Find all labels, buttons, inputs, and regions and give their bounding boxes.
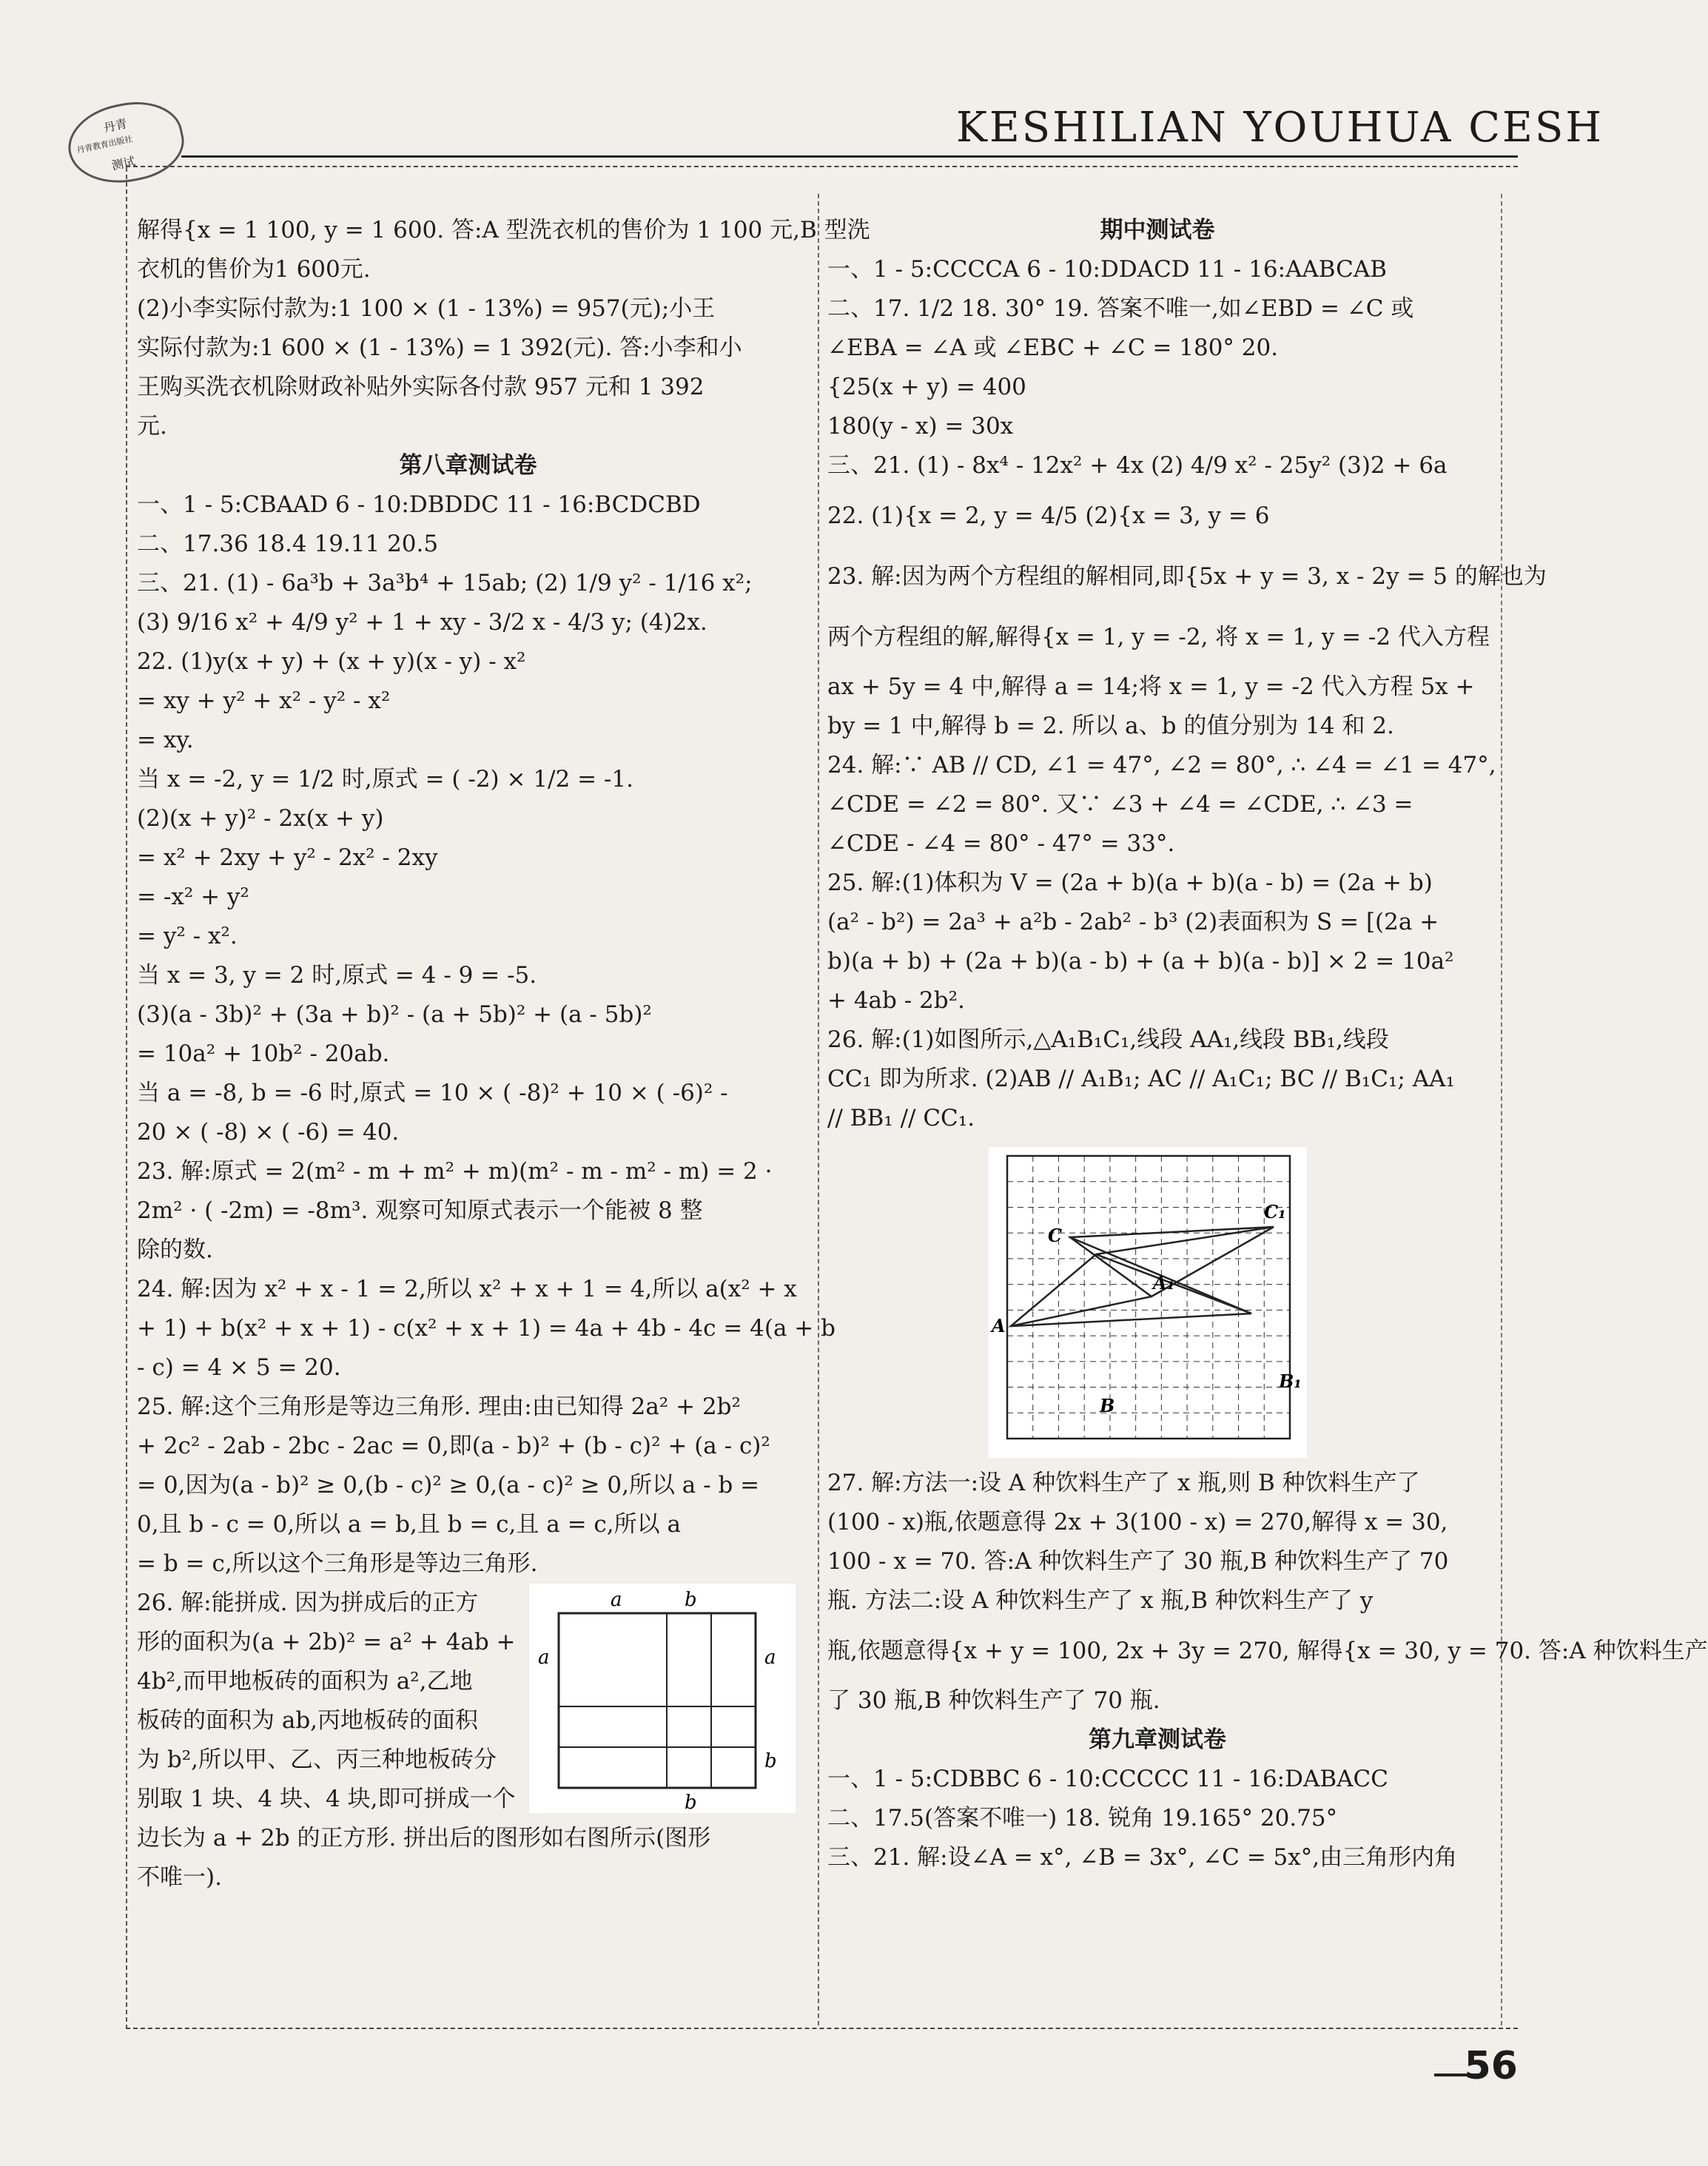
question-26-block	[137, 1584, 799, 1897]
text-line: ∠EBA = ∠A 或 ∠EBC + ∠C = 180° 20.	[827, 334, 1279, 361]
page-header-title: KESHILIAN YOUHUA CESH	[956, 104, 1604, 152]
text-line: 除的数.	[137, 1237, 213, 1263]
tile-square-figure	[529, 1584, 796, 1813]
text-line: 二、17.36 18.4 19.11 20.5	[137, 531, 439, 557]
text-line: by = 1 中,解得 b = 2. 所以 a、b 的值分别为 14 和 2.	[827, 713, 1394, 739]
text-line: 实际付款为:1 600 × (1 - 13%) = 1 392(元). 答:小李和小	[137, 334, 742, 361]
text-line: + 4ab - 2b².	[827, 987, 965, 1014]
text-line: {25(x + y) = 400	[827, 374, 1026, 400]
text-line: = xy.	[137, 727, 194, 753]
text-line: 两个方程组的解,解得{x = 1, y = -2, 将 x = 1, y = -2 代入方程	[827, 624, 1490, 650]
text-line: 二、17. 1/2 18. 30° 19. 答案不唯一,如∠EBD = ∠C 或	[827, 295, 1414, 322]
text-line: 22. (1)y(x + y) + (x + y)(x - y) - x²	[137, 648, 526, 675]
text-line: = 0,因为(a - b)² ≥ 0,(b - c)² ≥ 0,(a - c)² ≥ 0,所以 a - b =	[137, 1472, 760, 1499]
left-frame-border	[126, 167, 127, 2029]
text-line: 板砖的面积为 ab,丙地板砖的面积	[137, 1707, 479, 1734]
text-line: 元.	[137, 413, 167, 440]
text-line: 当 a = -8, b = -6 时,原式 = 10 × ( -8)² + 10 × ( -6)² -	[137, 1080, 728, 1106]
text-line: 一、1 - 5:CDBBC 6 - 10:CCCCC 11 - 16:DABACC	[827, 1766, 1388, 1792]
text-line: 23. 解:原式 = 2(m² - m + m² + m)(m² - m - m² - m) = 2 ·	[137, 1158, 773, 1185]
text-line: 24. 解:∵ AB // CD, ∠1 = 47°, ∠2 = 80°, ∴ ∠4 = ∠1 = 47°,	[827, 752, 1496, 778]
text-line: 衣机的售价为1 600元.	[137, 256, 371, 283]
text-line: (3) 9/16 x² + 4/9 y² + 1 + xy - 3/2 x - 4/3 y; (4)2x.	[137, 609, 707, 636]
grid-translation-figure	[989, 1147, 1307, 1458]
text-line: 二、17.5(答案不唯一) 18. 锐角 19.165° 20.75°	[827, 1805, 1338, 1832]
text-line: 瓶. 方法二:设 A 种饮料生产了 x 瓶,B 种饮料生产了 y	[827, 1587, 1374, 1614]
label-b-right: b	[764, 1750, 777, 1772]
column-divider	[818, 194, 819, 2025]
label-B1: B₁	[1279, 1370, 1302, 1392]
text-line: 为 b²,所以甲、乙、丙三种地板砖分	[137, 1746, 497, 1773]
text-line: 4b²,而甲地板砖的面积为 a²,乙地	[137, 1668, 473, 1695]
text-line: 24. 解:因为 x² + x - 1 = 2,所以 x² + x + 1 = 4,所以 a(x² + x	[137, 1276, 797, 1302]
text-line: = x² + 2xy + y² - 2x² - 2xy	[137, 844, 438, 871]
text-line: ∠CDE - ∠4 = 80° - 47° = 33°.	[827, 830, 1175, 857]
label-a-right: a	[764, 1647, 776, 1669]
text-line: 26. 解:(1)如图所示,△A₁B₁C₁,线段 AA₁,线段 BB₁,线段	[827, 1026, 1389, 1053]
text-line: (a² - b²) = 2a³ + a²b - 2ab² - b³ (2)表面积为 S = [(2a +	[827, 909, 1439, 935]
text-line: = 10a² + 10b² - 20ab.	[137, 1040, 390, 1067]
text-line: 23. 解:因为两个方程组的解相同,即{5x + y = 3, x - 2y = 5 的解也为	[827, 563, 1547, 590]
label-A1: A₁	[1153, 1272, 1175, 1294]
figure-background	[989, 1147, 1307, 1458]
text-line: 王购买洗衣机除财政补贴外实际各付款 957 元和 1 392	[137, 374, 705, 400]
text-line: 180(y - x) = 30x	[827, 413, 1014, 440]
header-dashed-rule	[126, 166, 1518, 167]
text-line: // BB₁ // CC₁.	[827, 1105, 975, 1131]
label-B: B	[1100, 1395, 1115, 1416]
text-line: = b = c,所以这个三角形是等边三角形.	[137, 1550, 538, 1577]
text-line: = -x² + y²	[137, 884, 249, 910]
text-line: (2)(x + y)² - 2x(x + y)	[137, 805, 384, 832]
section-title: 第八章测试卷	[399, 452, 537, 479]
text-line: = xy + y² + x² - y² - x²	[137, 687, 391, 714]
text-line: 2m² · ( -2m) = -8m³. 观察可知原式表示一个能被 8 整	[137, 1197, 703, 1224]
label-a-left: a	[538, 1647, 550, 1669]
text-line: 三、21. (1) - 8x⁴ - 12x² + 4x (2) 4/9 x² - 25y² (3)2 + 6a	[827, 452, 1448, 479]
text-line: 三、21. (1) - 6a³b + 3a³b⁴ + 15ab; (2) 1/9 y² - 1/16 x²;	[137, 570, 753, 596]
text-line: - c) = 4 × 5 = 20.	[137, 1354, 341, 1381]
logo-text-middle: 丹青教育出版社	[75, 134, 134, 155]
text-line: 100 - x = 70. 答:A 种饮料生产了 30 瓶,B 种饮料生产了 70	[827, 1548, 1449, 1575]
right-column	[827, 211, 1708, 1877]
text-line: + 2c² - 2ab - 2bc - 2ac = 0,即(a - b)² + (b - c)² + (a - c)²	[137, 1433, 770, 1459]
header-rule	[181, 155, 1518, 158]
text-line: = y² - x².	[137, 923, 238, 949]
text-line: 瓶,依题意得{x + y = 100, 2x + 3y = 270, 解得{x = 30, y = 70. 答:A 种饮料生产	[827, 1638, 1708, 1664]
text-line: (100 - x)瓶,依题意得 2x + 3(100 - x) = 270,解得 x = 30,	[827, 1509, 1448, 1536]
text-line: 解得{x = 1 100, y = 1 600. 答:A 型洗衣机的售价为 1 100 元,B 型洗	[137, 217, 870, 243]
text-line: 不唯一).	[137, 1864, 222, 1891]
left-column	[137, 211, 870, 1897]
text-line: 25. 解:(1)体积为 V = (2a + b)(a + b)(a - b) = (2a + b)	[827, 870, 1433, 896]
label-A: A	[992, 1315, 1006, 1336]
label-b-top: b	[685, 1589, 697, 1611]
text-line: 当 x = -2, y = 1/2 时,原式 = ( -2) × 1/2 = -1.	[137, 766, 633, 793]
page-number: 56	[1464, 2044, 1518, 2088]
text-line: (3)(a - 3b)² + (3a + b)² - (a + 5b)² + (a - 5b)²	[137, 1001, 652, 1028]
text-line: 一、1 - 5:CCCCA 6 - 10:DDACD 11 - 16:AABCAB	[827, 256, 1388, 283]
text-line: 0,且 b - c = 0,所以 a = b,且 b = c,且 a = c,所以 a	[137, 1511, 681, 1538]
label-C: C	[1048, 1225, 1063, 1246]
section-title: 期中测试卷	[1100, 217, 1215, 243]
text-line: 当 x = 3, y = 2 时,原式 = 4 - 9 = -5.	[137, 962, 537, 989]
text-line: 三、21. 解:设∠A = x°, ∠B = 3x°, ∠C = 5x°,由三角形内角	[827, 1844, 1458, 1871]
text-line: 别取 1 块、4 块、4 块,即可拼成一个	[137, 1786, 516, 1812]
text-line: 25. 解:这个三角形是等边三角形. 理由:由已知得 2a² + 2b²	[137, 1393, 741, 1420]
text-line: (2)小李实际付款为:1 100 × (1 - 13%) = 957(元);小王	[137, 295, 716, 322]
label-a-top: a	[611, 1589, 622, 1611]
text-line: ax + 5y = 4 中,解得 a = 14;将 x = 1, y = -2 代入方程 5x +	[827, 673, 1475, 700]
text-line: + 1) + b(x² + x + 1) - c(x² + x + 1) = 4a + 4b - 4c = 4(a + b	[137, 1315, 835, 1342]
text-line: ∠CDE = ∠2 = 80°. 又∵ ∠3 + ∠4 = ∠CDE, ∴ ∠3 =	[827, 791, 1413, 818]
text-line: 边长为 a + 2b 的正方形. 拼出后的图形如右图所示(图形	[137, 1825, 711, 1851]
right-frame-border	[1501, 194, 1502, 2025]
section-title: 第九章测试卷	[1089, 1726, 1226, 1753]
label-C1: C₁	[1264, 1201, 1286, 1222]
text-line: 形的面积为(a + 2b)² = a² + 4ab +	[137, 1629, 516, 1655]
text-line: 27. 解:方法一:设 A 种饮料生产了 x 瓶,则 B 种饮料生产了	[827, 1470, 1420, 1496]
text-line: 26. 解:能拼成. 因为拼成后的正方	[137, 1590, 479, 1616]
footer-rule	[126, 2028, 1518, 2029]
label-b-bottom: b	[685, 1792, 697, 1814]
text-line: 22. (1){x = 2, y = 4/5 (2){x = 3, y = 6	[827, 502, 1270, 529]
text-line: 了 30 瓶,B 种饮料生产了 70 瓶.	[827, 1687, 1160, 1714]
logo-text-bottom: 测试	[110, 154, 137, 173]
logo-text-top: 丹青	[102, 116, 129, 135]
text-line: 一、1 - 5:CBAAD 6 - 10:DBDDC 11 - 16:BCDCBD	[137, 491, 701, 518]
text-line: 20 × ( -8) × ( -6) = 40.	[137, 1119, 400, 1146]
text-line: b)(a + b) + (2a + b)(a - b) + (a + b)(a - b)] × 2 = 10a²	[827, 948, 1454, 975]
text-line: CC₁ 即为所求. (2)AB // A₁B₁; AC // A₁C₁; BC // B₁C₁; AA₁	[827, 1066, 1455, 1092]
